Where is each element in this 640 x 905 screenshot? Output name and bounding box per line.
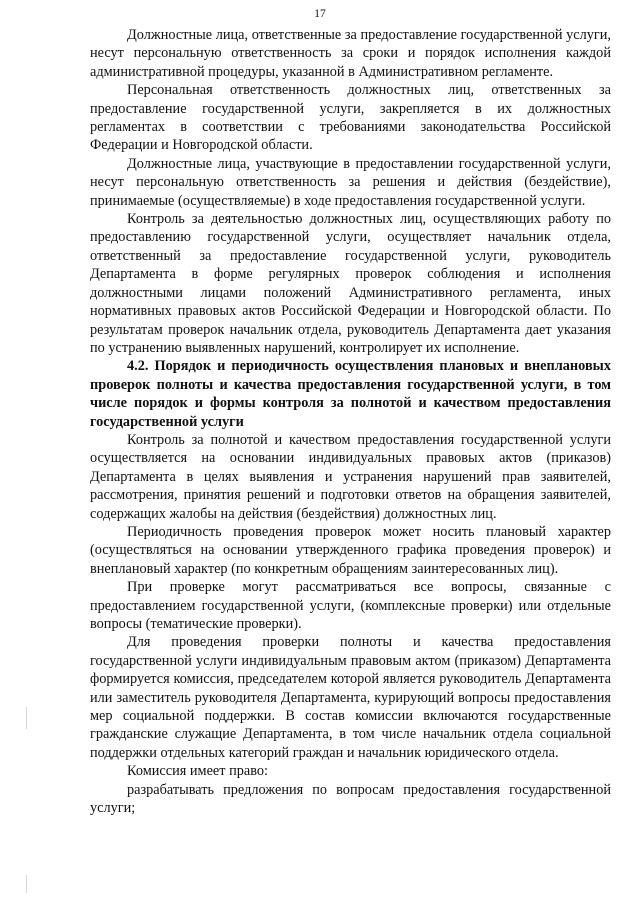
paragraph: Контроль за деятельностью должностных лиц, осуществляющих работу по предоставлению государственной услуги, осуществляет начальник отдела, ответственный за предоставление государственной услуги, руководитель Департамента в форме регулярных проверок соблюдения и исполнения должностными лицами положений Административного регламента, иных нормативных правовых актов Российской Федерации и Новгородской области. По результатам проверок начальник отдела, руководитель Департамента дает указания по устранению выявленных нарушений, контролирует их исполнение. xyxy=(90,211,611,356)
page-number: 17 xyxy=(314,8,326,20)
scan-margin-mark xyxy=(26,875,27,893)
scan-margin-mark xyxy=(26,707,27,729)
paragraph: Контроль за полнотой и качеством предоставления государственной услуги осуществляется на основании индивидуальных правовых актов (приказов) Департамента в целях выявления и устранения нарушений прав заявителей, рассмотрения, принятия решений и подготовки ответов на обращения заявителей, содержащих жалобы на действия (бездействия) должностных лиц. xyxy=(90,431,611,522)
paragraph: Для проведения проверки полноты и качества предоставления государственной услуги индивидуальным правовым актом (приказом) Департамента формируется комиссия, председателем которой является руководитель Департамента или заместитель руководителя Департамента, курирующий вопросы предоставления мер социальной поддержки. В состав комиссии включаются государственные гражданские служащие Департамента, в том числе начальник отдела социальной поддержки отдельных категорий граждан и начальник юридического отдела. xyxy=(90,634,611,761)
paragraph: Комиссия имеет право: xyxy=(127,763,269,780)
section-heading: 4.2. Порядок и периодичность осуществления плановых и внеплановых проверок полноты и качества предоставления государственной услуги, в том числе порядок и формы контроля за полнотой и качеством предоставления государственной услуги xyxy=(90,358,611,430)
paragraph: Должностные лица, ответственные за предоставление государственной услуги, несут персональную ответственность за сроки и порядок исполнения каждой административной процедуры, указанной в Административном регламенте. xyxy=(90,27,611,80)
paragraph: При проверке могут рассматриваться все вопросы, связанные с предоставлением государственной услуги, (комплексные проверки) или отдельные вопросы (тематические проверки). xyxy=(90,579,611,632)
paragraph: Персональная ответственность должностных лиц, ответственных за предоставление государственной услуги, закрепляется в их должностных регламентах в соответствии с требованиями законодательства Российской Федерации и Новгородской области. xyxy=(90,82,611,154)
paragraph: разрабатывать предложения по вопросам предоставления государственной услуги; xyxy=(90,781,611,817)
paragraph: Периодичность проведения проверок может носить плановый характер (осуществляться на основании утвержденного графика проведения проверок) и внеплановый характер (по конкретным обращениям заинтересованных лиц). xyxy=(90,523,611,577)
document-body xyxy=(90,26,611,817)
paragraph: Должностные лица, участвующие в предоставлении государственной услуги, несут персональную ответственность за решения и действия (бездействие), принимаемые (осуществляемые) в ходе предоставления государственной услуги. xyxy=(90,155,611,209)
